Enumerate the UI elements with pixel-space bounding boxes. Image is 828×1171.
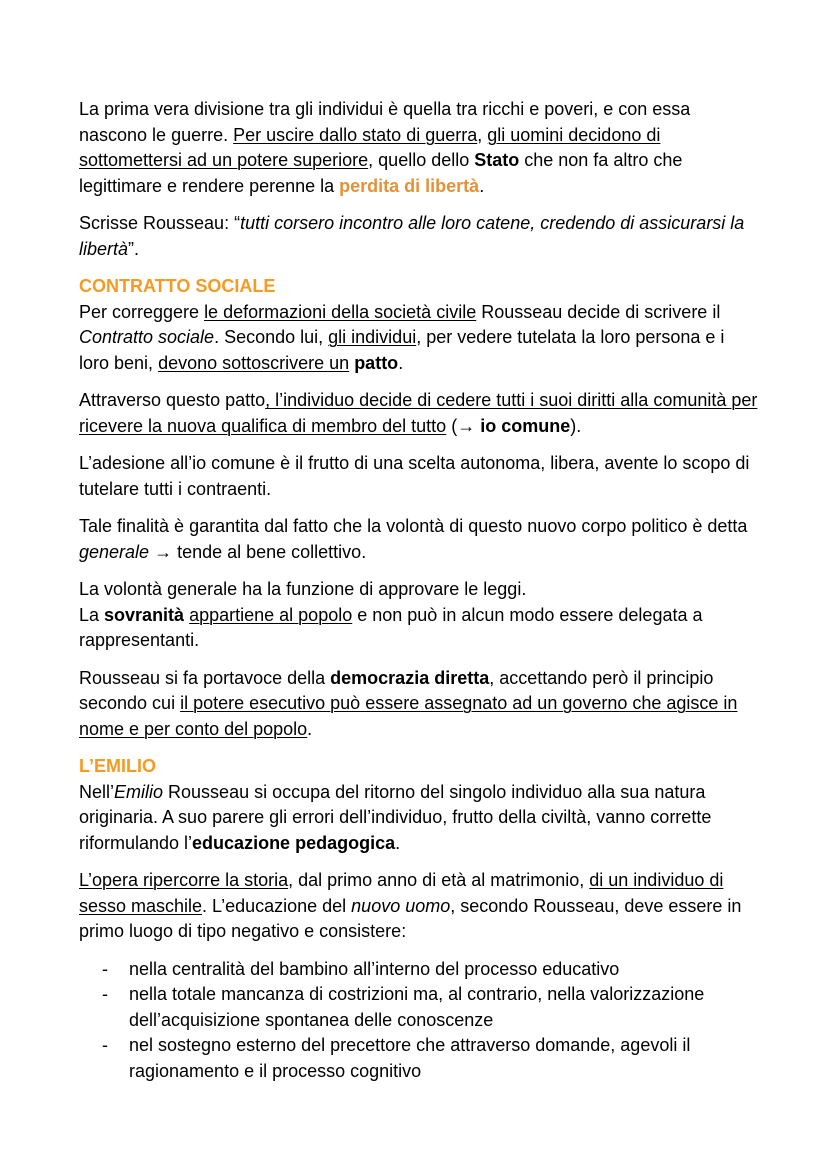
- text: La: [79, 604, 105, 625]
- bold-text: patto: [354, 352, 399, 373]
- italic-text: Contratto sociale: [79, 327, 215, 347]
- paragraph-volonta: [79, 577, 758, 654]
- text: , secondo Rousseau, deve essere in primo luogo di tipo negativo e consistere:: [79, 895, 742, 941]
- paragraph-finalita: [79, 514, 758, 565]
- paragraph-quote: [79, 211, 758, 262]
- underlined-text: appartiene al popolo: [189, 604, 353, 625]
- text: Nell’: [79, 781, 115, 802]
- text: Tale finalità è garantita dal fatto che la volontà di questo nuovo corpo politico è detta: [79, 516, 748, 536]
- text: Attraverso questo patto: [79, 390, 266, 410]
- italic-text: nuovo uomo: [351, 895, 451, 916]
- education-list: [79, 957, 758, 1085]
- heading-emilio: L’EMILIO: [79, 756, 157, 776]
- text: .: [307, 718, 313, 739]
- paragraph-patto: [79, 388, 758, 439]
- text: Rousseau decide di scrivere il: [476, 301, 721, 322]
- list-item-text: nella centralità del bambino all’interno del processo educativo: [129, 958, 620, 979]
- text: .: [398, 352, 404, 373]
- text: ,: [477, 124, 488, 145]
- paragraph-democrazia: [79, 666, 758, 743]
- underlined-text: gli uomini decidono di sottomettersi ad un potere superiore: [79, 124, 661, 170]
- text: ).: [570, 415, 582, 436]
- text: .: [395, 832, 401, 853]
- underlined-text: , l’individuo decide di cedere tutti i suoi diritti alla comunità per ricevere la nuova qualifica di membro del tutto: [79, 390, 758, 436]
- paragraph-divisione: [79, 97, 758, 199]
- text: , per vedere tutelata la loro persona e i loro beni,: [79, 327, 725, 373]
- text: , dal primo anno di età al matrimonio,: [288, 870, 590, 890]
- text: ”.: [128, 238, 140, 259]
- text: La prima vera divisione tra gli individui è quella tra ricchi e poveri, e con essa nascono le guerre.: [79, 99, 691, 145]
- bold-text: educazione pedagogica: [192, 832, 396, 853]
- paragraph-opera: [79, 868, 758, 945]
- dash-bullet: -: [102, 958, 108, 979]
- paragraph-adesione: L’adesione all’io comune è il frutto di una scelta autonoma, libera, avente lo scopo di tutelare tutti i contraenti.: [79, 453, 750, 499]
- text: Rousseau si occupa del ritorno del singolo individuo alla sua natura originaria. A suo parere gli errori dell’individuo, frutto della civiltà, vanno corrette riformulando l’: [79, 781, 712, 853]
- bold-text: sovranità: [104, 604, 185, 625]
- text: , quello dello: [368, 150, 475, 170]
- underlined-text: il potere esecutivo può essere assegnato ad un governo che agisce in nome e per conto del popolo: [79, 693, 738, 739]
- list-item-text: nel sostegno esterno del precettore che attraverso domande, agevoli il ragionamento e il processo cognitivo: [129, 1035, 691, 1081]
- text: che non fa altro che legittimare e rendere perenne la: [79, 150, 683, 196]
- bold-text: democrazia diretta: [330, 667, 490, 688]
- quote-text: tutti corsero incontro alle loro catene, credendo di assicurarsi la libertà: [79, 213, 745, 259]
- dash-bullet: -: [102, 984, 108, 1004]
- list-item: [79, 1033, 758, 1084]
- underlined-text: gli individui: [328, 327, 417, 347]
- underlined-text: di un individuo di sesso maschile: [79, 870, 724, 916]
- paragraph-emilio: [79, 780, 758, 857]
- italic-text: Emilio: [114, 781, 164, 802]
- heading-contratto-sociale: CONTRATTO SOCIALE: [79, 276, 276, 296]
- text: . L’educazione del: [202, 895, 352, 916]
- paragraph-contratto: [79, 300, 758, 377]
- text: , accettando però il principio secondo cui: [79, 667, 714, 713]
- italic-text: generale: [79, 541, 150, 562]
- highlighted-text: perdita di libertà: [339, 175, 480, 196]
- list-item: [79, 982, 758, 1033]
- list-item: [79, 957, 758, 983]
- underlined-text: Per uscire dallo stato di guerra: [233, 124, 478, 145]
- underlined-text: devono sottoscrivere un: [158, 352, 350, 373]
- bold-text: io comune: [480, 415, 571, 436]
- text: Per correggere: [79, 301, 205, 322]
- underlined-text: le deformazioni della società civile: [204, 301, 477, 322]
- text: → tende al bene collettivo.: [149, 541, 367, 562]
- text: Rousseau si fa portavoce della: [79, 667, 331, 688]
- underlined-text: L’opera ripercorre la storia: [79, 870, 289, 890]
- text: e non può in alcun modo essere delegata a rappresentanti.: [79, 604, 703, 650]
- text: Scrisse Rousseau: “: [79, 213, 241, 233]
- text: La volontà generale ha la funzione di approvare le leggi.: [79, 579, 527, 599]
- text: .: [479, 175, 485, 196]
- text: (→: [446, 415, 481, 436]
- list-item-text: nella totale mancanza di costrizioni ma, al contrario, nella valorizzazione dell’acquisizione spontanea delle conoscenze: [129, 984, 705, 1030]
- text: . Secondo lui,: [214, 327, 329, 347]
- bold-text: Stato: [474, 150, 520, 170]
- dash-bullet: -: [102, 1035, 108, 1055]
